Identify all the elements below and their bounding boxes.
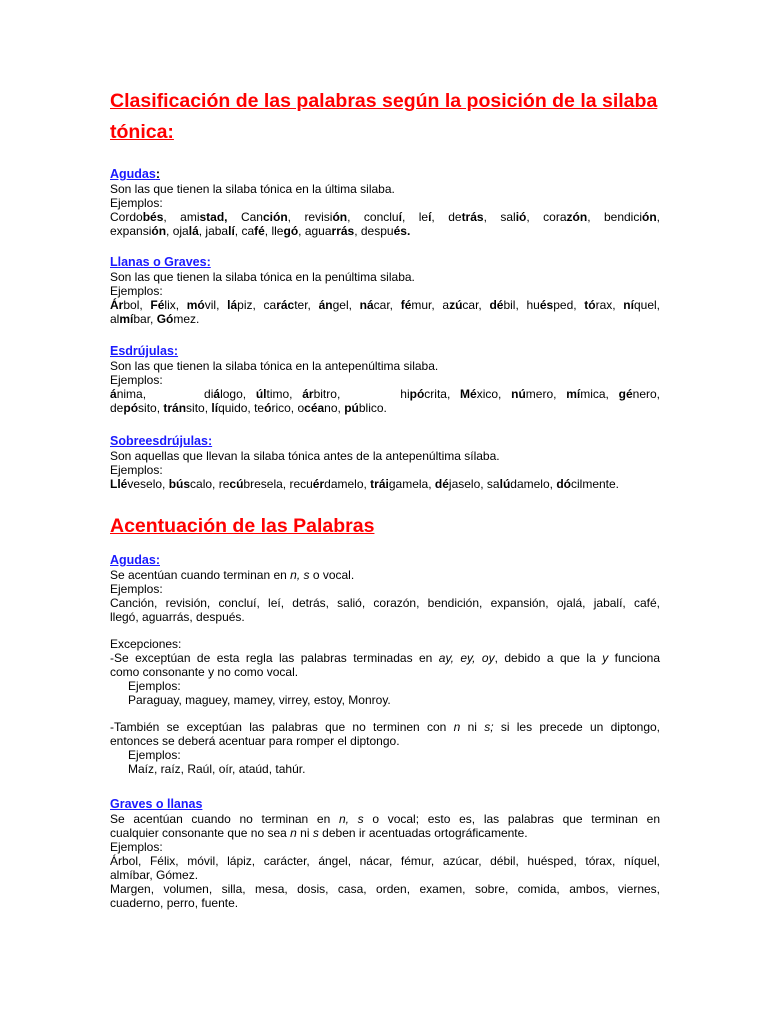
esdrujulas-examples-line1: ánima, diálogo, último, árbitro, hipócrita, México, número, mímica, género, [110, 387, 660, 401]
graves-rule-pre: Se acentúan cuando no terminan en [110, 812, 339, 826]
acent-agudas-ejemplos-line1: Canción, revisión, concluí, leí, detrás, salió, corazón, bendición, expansión, ojalá, jabalí, café, [110, 596, 660, 610]
excepcion1-line2: como consonante y no como vocal. [110, 665, 299, 679]
acentuacion-title-block [110, 513, 660, 539]
excepcion1-ejemplos: Paraguay, maguey, mamey, virrey, estoy, Monroy. [128, 693, 391, 707]
graves-rule2-post: deben ir acentuadas ortográficamente. [318, 826, 528, 840]
graves-ejemplos-label: Ejemplos: [110, 840, 163, 854]
graves-ej-line2: almíbar, Gómez. [110, 868, 199, 882]
agudas-heading-text: Agudas [110, 167, 156, 181]
esdrujulas-examples-line2: depósito, tránsito, líquido, teórico, océano, público. [110, 401, 387, 415]
esdrujulas-ejemplos-label: Ejemplos: [110, 373, 163, 387]
excepcion2-ejemplos: Maíz, raíz, Raúl, oír, ataúd, tahúr. [128, 762, 306, 776]
section-graves [110, 797, 660, 910]
excepcion1-line1 [110, 651, 660, 665]
excepcion2-ejemplos-label: Ejemplos: [128, 748, 181, 762]
graves-rule-letters: n, s [338, 812, 364, 826]
exc1-y: y [602, 651, 609, 665]
sobreesdrujulas-definition: Son aquellas que llevan la silaba tónica antes de la antepenúltima sílaba. [110, 449, 500, 463]
acent-agudas-ejemplos-label: Ejemplos: [110, 582, 163, 596]
section-llanas [110, 255, 660, 326]
graves-rule-line2 [110, 826, 660, 840]
excepcion2-line1 [110, 720, 660, 734]
main-title-block [110, 86, 660, 148]
exc2-ni: ni [460, 720, 485, 734]
section-esdrujulas [110, 344, 660, 415]
acent-agudas-rule-post: o vocal. [309, 568, 355, 582]
exc1-pre: -Se exceptúan de esta regla las palabras terminadas en [110, 651, 439, 665]
acent-agudas-rule-pre: Se acentúan cuando terminan en [110, 568, 291, 582]
agudas-definition: Son las que tienen la silaba tónica en la última silaba. [110, 182, 395, 196]
section-agudas [110, 167, 660, 238]
graves-ej-line3: Margen, volumen, silla, mesa, dosis, casa, orden, examen, sobre, comida, ambos, viernes, [110, 882, 660, 896]
graves-rule2-pre: cualquier consonante que no sea [110, 826, 291, 840]
section-sobreesdrujulas [110, 434, 660, 491]
graves-ej-line4: cuaderno, perro, fuente. [110, 896, 239, 910]
llanas-examples-line2: almíbar, Gómez. [110, 312, 200, 326]
esdrujulas-definition: Son las que tienen la silaba tónica en la antepenúltima silaba. [110, 359, 439, 373]
graves-heading: Graves o llanas [110, 797, 203, 811]
exc2-n: n [453, 720, 461, 734]
exc1-endings: ay, ey, oy [438, 651, 495, 665]
excepcion2-line2: entonces se deberá acentuar para romper el diptongo. [110, 734, 400, 748]
graves-ej-line1: Árbol, Félix, móvil, lápiz, carácter, ángel, nácar, fémur, azúcar, débil, huésped, tórax, níquel, [110, 854, 660, 868]
exc2-post: si les precede un diptongo, [493, 720, 660, 734]
llanas-definition: Son las que tienen la silaba tónica en la penúltima silaba. [110, 270, 415, 284]
sobreesdrujulas-ejemplos-label: Ejemplos: [110, 463, 163, 477]
section-acentuacion-agudas [110, 553, 660, 776]
graves-rule-n: n [290, 826, 297, 840]
acentuacion-title: Acentuación de las Palabras [110, 515, 375, 537]
agudas-heading: Agudas: [110, 167, 161, 181]
exc1-mid: , debido a que la [494, 651, 603, 665]
acent-agudas-heading: Agudas: [110, 553, 160, 567]
graves-rule-line1 [110, 812, 660, 826]
llanas-ejemplos-label: Ejemplos: [110, 284, 163, 298]
main-title: Clasificación de las palabras según la posición de la silaba tónica: [110, 90, 658, 143]
agudas-examples-line2: expansión, ojalá, jabalí, café, llegó, aguarrás, después. [110, 224, 411, 238]
exc1-post: funciona [608, 651, 661, 665]
agudas-ejemplos-label: Ejemplos: [110, 196, 163, 210]
excepcion1-ejemplos-label: Ejemplos: [128, 679, 181, 693]
graves-rule-post: o vocal; esto es, las palabras que terminan en [363, 812, 660, 826]
acent-agudas-rule [110, 568, 660, 582]
llanas-heading: Llanas o Graves: [110, 255, 211, 269]
acent-agudas-ejemplos-line2: llegó, aguarrás, después. [110, 610, 245, 624]
graves-rule-ni: ni [296, 826, 313, 840]
sobreesdrujulas-heading: Sobreesdrújulas: [110, 434, 213, 448]
exc2-s: s; [484, 720, 494, 734]
agudas-examples-line1: Cordobés, amistad, Canción, revisión, concluí, leí, detrás, salió, corazón, bendición, [110, 210, 661, 224]
sobreesdrujulas-examples-line1: Lléveselo, búscalo, recúbresela, recuérdamelo, tráigamela, déjaselo, salúdamelo, dócilmente. [110, 477, 620, 491]
acent-agudas-rule-letters: n, s [290, 568, 310, 582]
esdrujulas-heading: Esdrújulas: [110, 344, 179, 358]
llanas-examples-line1: Árbol, Félix, móvil, lápiz, carácter, ángel, nácar, fémur, azúcar, débil, huésped, tórax, níquel, [110, 298, 660, 312]
excepciones-label: Excepciones: [110, 637, 182, 651]
graves-rule-s: s [312, 826, 319, 840]
exc2-pre: -También se exceptúan las palabras que no terminen con [110, 720, 454, 734]
